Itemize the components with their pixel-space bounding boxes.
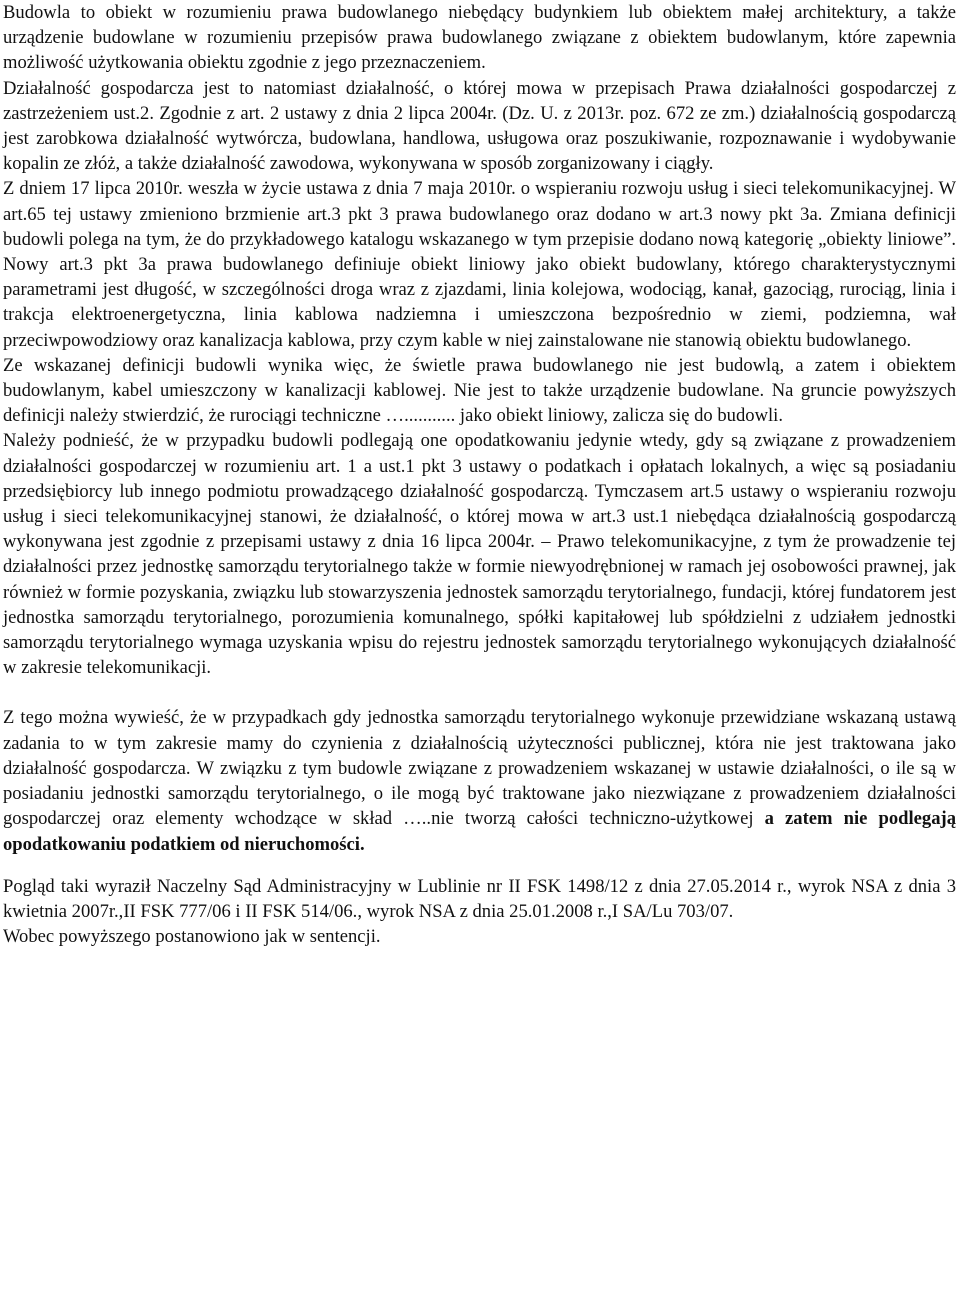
paragraph-nowelizacja-2010: Z dniem 17 lipca 2010r. weszła w życie ustawa z dnia 7 maja 2010r. o wspieraniu rozwoju usług i sieci telekomunikacyjnej. W art.65 tej ustawy zmieniono brzmienie art.3 pkt 3 prawa budowlanego oraz dodano w art.3 nowy pkt 3a. Zmiana definicji budowli polega na tym, że do przykładowego katalogu wskazanego w tym przepisie dodano nową kategorię „obiekty liniowe”. Nowy art.3 pkt 3a prawa budowlanego definiuje obiekt liniowy jako obiekt budowlany, którego charakterystycznymi parametrami jest długość, w szczególności droga wraz z zjazdami, linia kolejowa, wodociąg, kanał, gazociąg, rurociąg, linia i trakcja elektroenergetyczna, linia kablowa nadziemna i umieszczona bezpośrednio w ziemi, podziemna, wał przeciwpowodziowy oraz kanalizacja kablowa, przy czym kable w niej zainstalowane nie stanowią obiektu budowlanego. (3, 178, 956, 351)
paragraph-wniosek (3, 705, 956, 856)
paragraph-wniosek-bold-conclusion: a zatem nie podlegają opodatkowaniu podatkiem od nieruchomości. (3, 808, 957, 855)
paragraph-dzialalnosc-gospodarcza: Działalność gospodarcza jest to natomiast działalność, o której mowa w przepisach Prawa działalności gospodarczej z zastrzeżeniem ust.2. Zgodnie z art. 2 ustawy z dnia 2 lipca 2004r. (Dz. U. z 2013r. poz. 672 ze zm.) działalnością gospodarczą jest zarobkowa działalność wytwórcza, budowlana, handlowa, usługowa oraz poszukiwanie, rozpoznawanie i wydobywanie kopalin ze złóż, a także działalność zawodowa, wykonywana w sposób zorganizowany i ciągły. (3, 77, 956, 175)
paragraph-orzecznictwo: Pogląd taki wyraził Naczelny Sąd Administracyjny w Lublinie nr II FSK 1498/12 z dnia 27.05.2014 r., wyrok NSA z dnia 3 kwietnia 2007r.,II FSK 777/06 i II FSK 514/06., wyrok NSA z dnia 25.01.2008 r.,I SA/Lu 703/07. (3, 875, 956, 922)
document-page (3, 0, 956, 949)
paragraph-sentencja: Wobec powyższego postanowiono jak w sentencji. (3, 926, 381, 948)
paragraph-opodatkowanie-budowli: Należy podnieść, że w przypadku budowli podlegają one opodatkowaniu jedynie wtedy, gdy są związane z prowadzeniem działalności gospodarczej w rozumieniu art. 1 a ust.1 pkt 3 ustawy o podatkach i opłatach lokalnych, a więc są posiadaniu przedsiębiorcy lub innego podmiotu prowadzącego działalność gospodarczą. Tymczasem art.5 ustawy o wspieraniu rozwoju usług i sieci telekomunikacyjnej stanowi, że działalność, o której mowa w art.3 ust.1 niebędąca działalnością gospodarczą wykonywana jest zgodnie z przepisami ustawy z dnia 16 lipca 2004r. – Prawo telekomunikacyjne, z tym że prowadzenie tej działalności przez jednostkę samorządu terytorialnego także w formie niewyodrębnionej w ramach jej osobowości prawnej, jak również w formie pozyskania, związku lub stowarzyszenia jednostek samorządu terytorialnego, fundacji, której fundatorem jest jednostka samorządu terytorialnego, porozumienia komunalnego, spółki kapitałowej lub spółdzielni z udziałem jednostki samorządu terytorialnego wymaga uzyskania wpisu do rejestru jednostek samorządu terytorialnego wykonujących działalność w zakresie telekomunikacji. (3, 430, 956, 679)
paragraph-spacer (3, 680, 956, 705)
paragraph-spacer (3, 857, 956, 874)
paragraph-budowla-definition: Budowla to obiekt w rozumieniu prawa budowlanego niebędący budynkiem lub obiektem małej architektury, a także urządzenie budowlane w rozumieniu przepisów prawa budowlanego związane z obiektem budowlanym, które zapewnia możliwość użytkowania obiektu zgodnie z jego przeznaczeniem. (3, 2, 956, 74)
paragraph-kabel-kanalizacja: Ze wskazanej definicji budowli wynika więc, że świetle prawa budowlanego nie jest budowlą, a zatem i obiektem budowlanym, kabel umieszczony w kanalizacji kablowej. Nie jest to także urządzenie budowlane. Na gruncie powyższych definicji należy stwierdzić, że rurociągi techniczne …........... jako obiekt liniowy, zalicza się do budowli. (3, 354, 956, 427)
paragraph-wniosek-text: Z tego można wywieść, że w przypadkach gdy jednostka samorządu terytorialnego wykonuje przewidziane wskazaną ustawą zadania to w tym zakresie mamy do czynienia z działalnością użyteczności publicznej, która nie jest traktowana jako działalność gospodarcza. W związku z tym budowle związane z prowadzeniem wskazanej w ustawie działalności, o ile są w posiadaniu jednostki samorządu terytorialnego, o ile mogą być traktowane jako niezwiązane z prowadzeniem działalności gospodarczej oraz elementy wchodzące w skład …..nie tworzą całości techniczno-użytkowej (3, 707, 956, 830)
